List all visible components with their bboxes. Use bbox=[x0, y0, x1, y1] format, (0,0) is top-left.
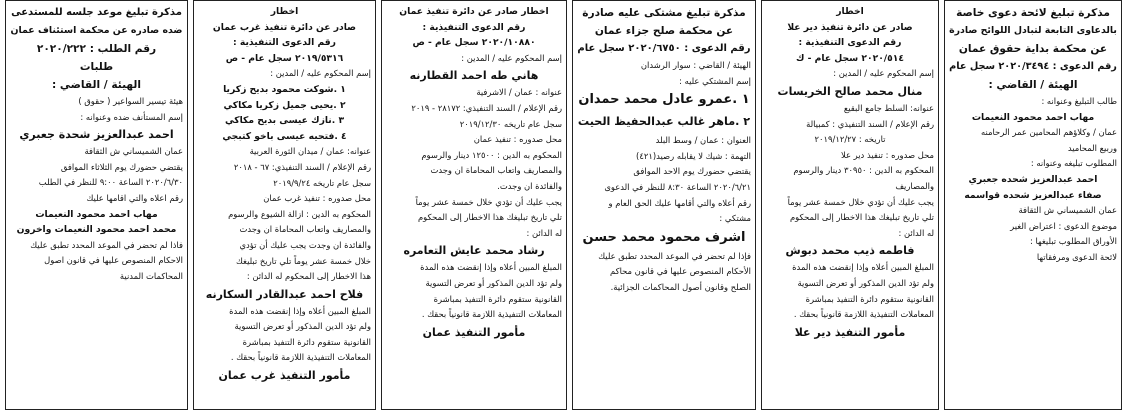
notice-line: مهاب احمد محمود النعيمات bbox=[971, 111, 1095, 123]
notice-line: ٢٠٢٠/٦/٢١ الساعة ٨:٣٠ للنظر في الدعوى bbox=[604, 181, 751, 192]
notice-line: احمد عبدالعزيز شحدة جعبري bbox=[19, 128, 174, 142]
notice-line: العنوان : عمان / وسط البلد bbox=[655, 135, 751, 146]
notice-line: عن محكمة صلح جزاء عمان bbox=[594, 25, 734, 37]
notice-line: خلال خمسة عشر يوماً تلي تاريخ تبليغك bbox=[235, 255, 371, 266]
notice-line: له الدائن : bbox=[898, 227, 934, 238]
notice-line: رقم الدعوى : ٢٠٢٠/٦٧٥٠ سجل عام bbox=[577, 43, 751, 54]
notice-line: تلي تاريخ تبليغك هذا الاخطار إلى المحكوم bbox=[790, 212, 934, 223]
notice-line: عنوانه: عمان / ميدان الثورة العربية bbox=[249, 146, 371, 157]
notice-line: ولم تؤد الدين المذكور أو تعرض التسوية bbox=[797, 277, 934, 288]
notice-1 bbox=[944, 0, 1122, 410]
notice-line: فاذا لم تحضر في الموعد المحدد تطبق عليك bbox=[30, 239, 183, 250]
notice-line: رشاد محمد عايش التعامره bbox=[403, 244, 545, 258]
notice-4 bbox=[381, 0, 567, 410]
notice-line: مأمور التنفيذ عمان bbox=[422, 325, 526, 339]
notice-line: إسم المحكوم عليه / المدين : bbox=[461, 52, 562, 63]
notice-line: الاحكام المنصوص عليها في قانون اصول bbox=[44, 255, 183, 266]
notice-line: والفائدة ان وجدت يجب عليك أن تؤدي bbox=[239, 239, 371, 250]
notice-line: الصلح وقانون أصول المحاكمات الجزائية. bbox=[610, 281, 751, 292]
notice-line: فلاح احمد عبدالقادر السكارنه bbox=[205, 287, 364, 301]
notice-line: الهيئة / القاضي : سوار الرشدان bbox=[640, 60, 751, 70]
notice-line: مذكرة تبليغ مشتكى عليه صادرة bbox=[582, 7, 746, 19]
notice-line: رقم أعلاه والتي أقامها عليك الحق العام و bbox=[608, 197, 751, 208]
notice-line: الهيئة / القاضي : bbox=[988, 79, 1078, 91]
notice-line: فإذا لم تحضر في الموعد المحدد تطبق عليك bbox=[598, 250, 751, 261]
notice-line: يجب عليك أن تؤدي خلال خمسة عشر يوماً bbox=[415, 196, 562, 207]
notice-line: عمان الشميساني ش الثقافة bbox=[84, 146, 183, 157]
notice-line: ٢ .يحيى جميل زكريا مكاكي bbox=[223, 99, 346, 111]
notice-line: ٢٠٢٠/٥١٤ سجل عام - ك bbox=[796, 52, 904, 64]
notice-line: مأمور التنفيذ دير علا bbox=[794, 325, 906, 339]
notice-line: صفاء عبدالعزيز شحده قواسمه bbox=[964, 189, 1102, 201]
notice-line: مأمور التنفيذ غرب عمان bbox=[218, 369, 351, 383]
notice-3 bbox=[572, 0, 756, 410]
notice-line: صادر عن دائرة تنفيذ غرب عمان bbox=[212, 21, 357, 33]
notice-line: طالب التبليغ وعنوانه : bbox=[1041, 96, 1117, 106]
notice-line: ٤ .فتحيه عيسى باخو كتبجي bbox=[222, 130, 347, 142]
notice-line: الأحكام المنصوص عليها في قانون محاكم bbox=[610, 266, 751, 277]
notice-line: يجب عليك أن تؤدي خلال خمسة عشر يوماً bbox=[787, 196, 934, 207]
notice-line: عنوانه : عمان / الاشرفية bbox=[476, 87, 562, 98]
notice-5 bbox=[193, 0, 376, 410]
notice-line: موضوع الدعوى : اعتراض الغير bbox=[1010, 220, 1117, 231]
notice-line: إسم المستأنف ضده وعنوانه : bbox=[80, 111, 183, 122]
notice-line: القانونية ستقوم دائرة التنفيذ بمباشرة bbox=[242, 336, 371, 347]
notice-line: رقم اعلاه والتي اقامها عليك bbox=[86, 192, 183, 203]
notice-line: ٣ .نازك عيسى بديح مكاكي bbox=[224, 115, 345, 127]
notice-2 bbox=[761, 0, 939, 410]
notice-line: ٢٠١٩/٥٣١٦ سجل عام - ص bbox=[225, 52, 344, 64]
notice-line: مهاب احمد محمود النعيمات bbox=[35, 208, 158, 220]
notice-line: محل صدوره : تنفيذ دير علا bbox=[840, 149, 934, 160]
notice-line: فاطمه ذيب محمد دبوش bbox=[785, 244, 915, 258]
notice-line: رقم الدعوى التنفيذية : bbox=[233, 37, 336, 49]
notice-line: عمان الشميساني ش الثقافة bbox=[1018, 205, 1117, 216]
notice-line: منال محمد صالح الخريسات bbox=[777, 84, 923, 98]
notice-line: رقم الإعلام / السند التنفيذي: ٦٧ - ٢٠١٨ bbox=[233, 161, 371, 172]
notice-line: عمان / وكلاؤهم المحامين عمر الرحامنه bbox=[981, 127, 1117, 138]
notice-line: القانونية ستقوم دائرة التنفيذ بمباشرة bbox=[805, 293, 934, 304]
notice-line: المطلوب تبليغه وعنوانه : bbox=[1030, 158, 1117, 169]
notice-line: مذكرة تبليغ لائحة دعوى خاصة bbox=[956, 7, 1110, 19]
notice-line: محل صدوره : تنفيذ عمان bbox=[473, 134, 562, 145]
notice-line: والفائدة ان وجدت. bbox=[497, 180, 562, 191]
notice-line: احمد عبدالعزيز شحده جعبري bbox=[968, 173, 1098, 185]
notice-line: تلي تاريخ تبليغك هذا الاخطار إلى المحكوم bbox=[418, 212, 562, 223]
notice-line: لائحة الدعوى ومرفقاتها bbox=[1036, 251, 1117, 262]
notice-line: والمصاريف واتعاب المحاماة ان وجدت bbox=[430, 165, 562, 176]
notice-line: والمصاريف واتعاب المحاماة ان وجدت bbox=[239, 224, 371, 235]
notice-line: رقم الدعوى : ٢٠٢٠/٣٤٩٤ سجل عام bbox=[949, 61, 1117, 72]
notice-line: بالدعاوى التابعة لتبادل اللوائح صادرة bbox=[949, 25, 1117, 36]
notice-line: المعاملات التنفيذية اللازمة قانونياً بحقك . bbox=[230, 352, 371, 363]
notice-line: اشرف محمود محمد حسن bbox=[582, 229, 746, 245]
notice-line: رقم الدعوى التنفيذية : bbox=[422, 21, 526, 33]
notice-6 bbox=[5, 0, 188, 410]
notice-line: ٢ .ماهر غالب عبدالحفيظ الحيت bbox=[577, 115, 751, 129]
notice-line: المحكوم به الدين : ازالة الشيوع والرسوم bbox=[228, 208, 371, 219]
notice-line: القانونية ستقوم دائرة التنفيذ بمباشرة bbox=[433, 293, 562, 304]
notice-line: ولم تؤد الدين المذكور أو تعرض التسوية bbox=[425, 277, 562, 288]
notice-line: المعاملات التنفيذية اللازمة قانونياً بحقك . bbox=[421, 309, 562, 320]
notice-line: عنوانه: السلط جامع البقيع bbox=[843, 102, 934, 113]
notice-line: محمد احمد محمود النعيمات واخرون bbox=[16, 224, 177, 236]
notice-line: التهمة : شيك لا يقابله رصيد(٤٢١) bbox=[636, 150, 751, 161]
notice-line: اخطار صادر عن دائرة تنفيذ عمان bbox=[399, 6, 549, 17]
notice-line: له الدائن : bbox=[526, 227, 562, 238]
notice-line: المحكوم به الدين : ٣٠٩٥٠ دينار والرسوم bbox=[793, 165, 934, 176]
notice-line: وربيع المحاميد bbox=[1067, 142, 1117, 153]
notice-line: صادر عن دائرة تنفيذ دير علا bbox=[787, 21, 913, 33]
notice-line: والمصاريف bbox=[895, 180, 934, 191]
notice-line: رقم الإعلام / السند التنفيذي: ٢٨١٧٢ - ٢٠١٩ bbox=[411, 102, 562, 113]
notice-line: طلبات bbox=[79, 61, 114, 73]
notice-line: المحاكمات المدنية bbox=[119, 270, 183, 281]
notice-line: سجل عام تاريخه ٢٠١٩/١٢/٣٠ bbox=[459, 118, 562, 129]
notice-line: المحكوم به الدين : ١٢٥٠٠ دينار والرسوم bbox=[421, 149, 562, 160]
notice-line: الأوراق المطلوب تبليغها : bbox=[1029, 236, 1117, 247]
notice-line: يقتضي حضورك يوم الثلاثاء الموافق bbox=[60, 161, 183, 172]
notice-line: رقم الطلب : ٢٠٢٠/٢٢٢ bbox=[36, 43, 157, 55]
notice-line: تاريخه : ٢٠١٩/١٢/٢٧ bbox=[814, 134, 886, 145]
notice-line: عن محكمة بداية حقوق عمان bbox=[958, 43, 1108, 55]
notice-line: هذا الاخطار إلى المحكوم له الدائن : bbox=[246, 271, 371, 282]
notice-line: اخطار bbox=[836, 6, 864, 17]
notice-line: يقتضي حضورك يوم الاحد الموافق bbox=[633, 166, 751, 177]
notice-line: ولم تؤد الدين المذكور أو تعرض التسوية bbox=[234, 321, 371, 332]
notice-line: ضده صادره عن محكمة استئناف عمان bbox=[10, 25, 183, 36]
notice-line: هيئة تيسير السواعير ( حقوق ) bbox=[78, 96, 183, 106]
notice-line: المبلغ المبين أعلاه وإذا إنقضت هذه المدة bbox=[229, 305, 371, 316]
notice-line: إسم المحكوم عليه / المدين : bbox=[833, 68, 934, 79]
notice-line: المبلغ المبين أعلاه وإذا إنقضت هذه المدة bbox=[792, 262, 934, 273]
notice-line: رقم الدعوى التنفيذية : bbox=[798, 37, 902, 49]
notice-line: إسم المحكوم عليه / المدين : bbox=[270, 68, 371, 79]
notice-line: هاني طه احمد القطارنه bbox=[409, 69, 539, 83]
notice-line: المعاملات التنفيذية اللازمة قانونياً بحقك . bbox=[793, 309, 934, 320]
notice-line: اخطار bbox=[270, 6, 299, 17]
notice-line: مذكرة تبليغ موعد جلسه للمستدعى bbox=[11, 7, 182, 18]
notice-line: ١ .شوكت محمود بديح زكريا bbox=[223, 83, 346, 95]
notice-line: رقم الإعلام / السند التنفيذي : كمبيالة bbox=[806, 118, 934, 129]
notice-line: إسم المشتكي عليه : bbox=[679, 75, 751, 86]
notice-line: ٢٠٢٠/١٠٨٨٠ سجل عام - ص bbox=[412, 37, 536, 49]
notice-line: ٢٠٢٠/٦/٣٠ الساعة ٩:٠٠ للنظر في الطلب bbox=[38, 177, 183, 188]
notice-line: مشتكي : bbox=[719, 213, 751, 224]
notice-line: ١ .عمرو عادل محمد حمدان bbox=[578, 92, 750, 108]
notice-line: محل صدوره : تنفيذ غرب عمان bbox=[263, 193, 371, 204]
notice-line: المبلغ المبين أعلاه وإذا إنقضت هذه المدة bbox=[420, 262, 562, 273]
notice-line: سجل عام تاريخه ٢٠١٩/٩/٢٤ bbox=[273, 177, 371, 188]
notice-line: الهيئة / القاضي : bbox=[51, 79, 141, 91]
